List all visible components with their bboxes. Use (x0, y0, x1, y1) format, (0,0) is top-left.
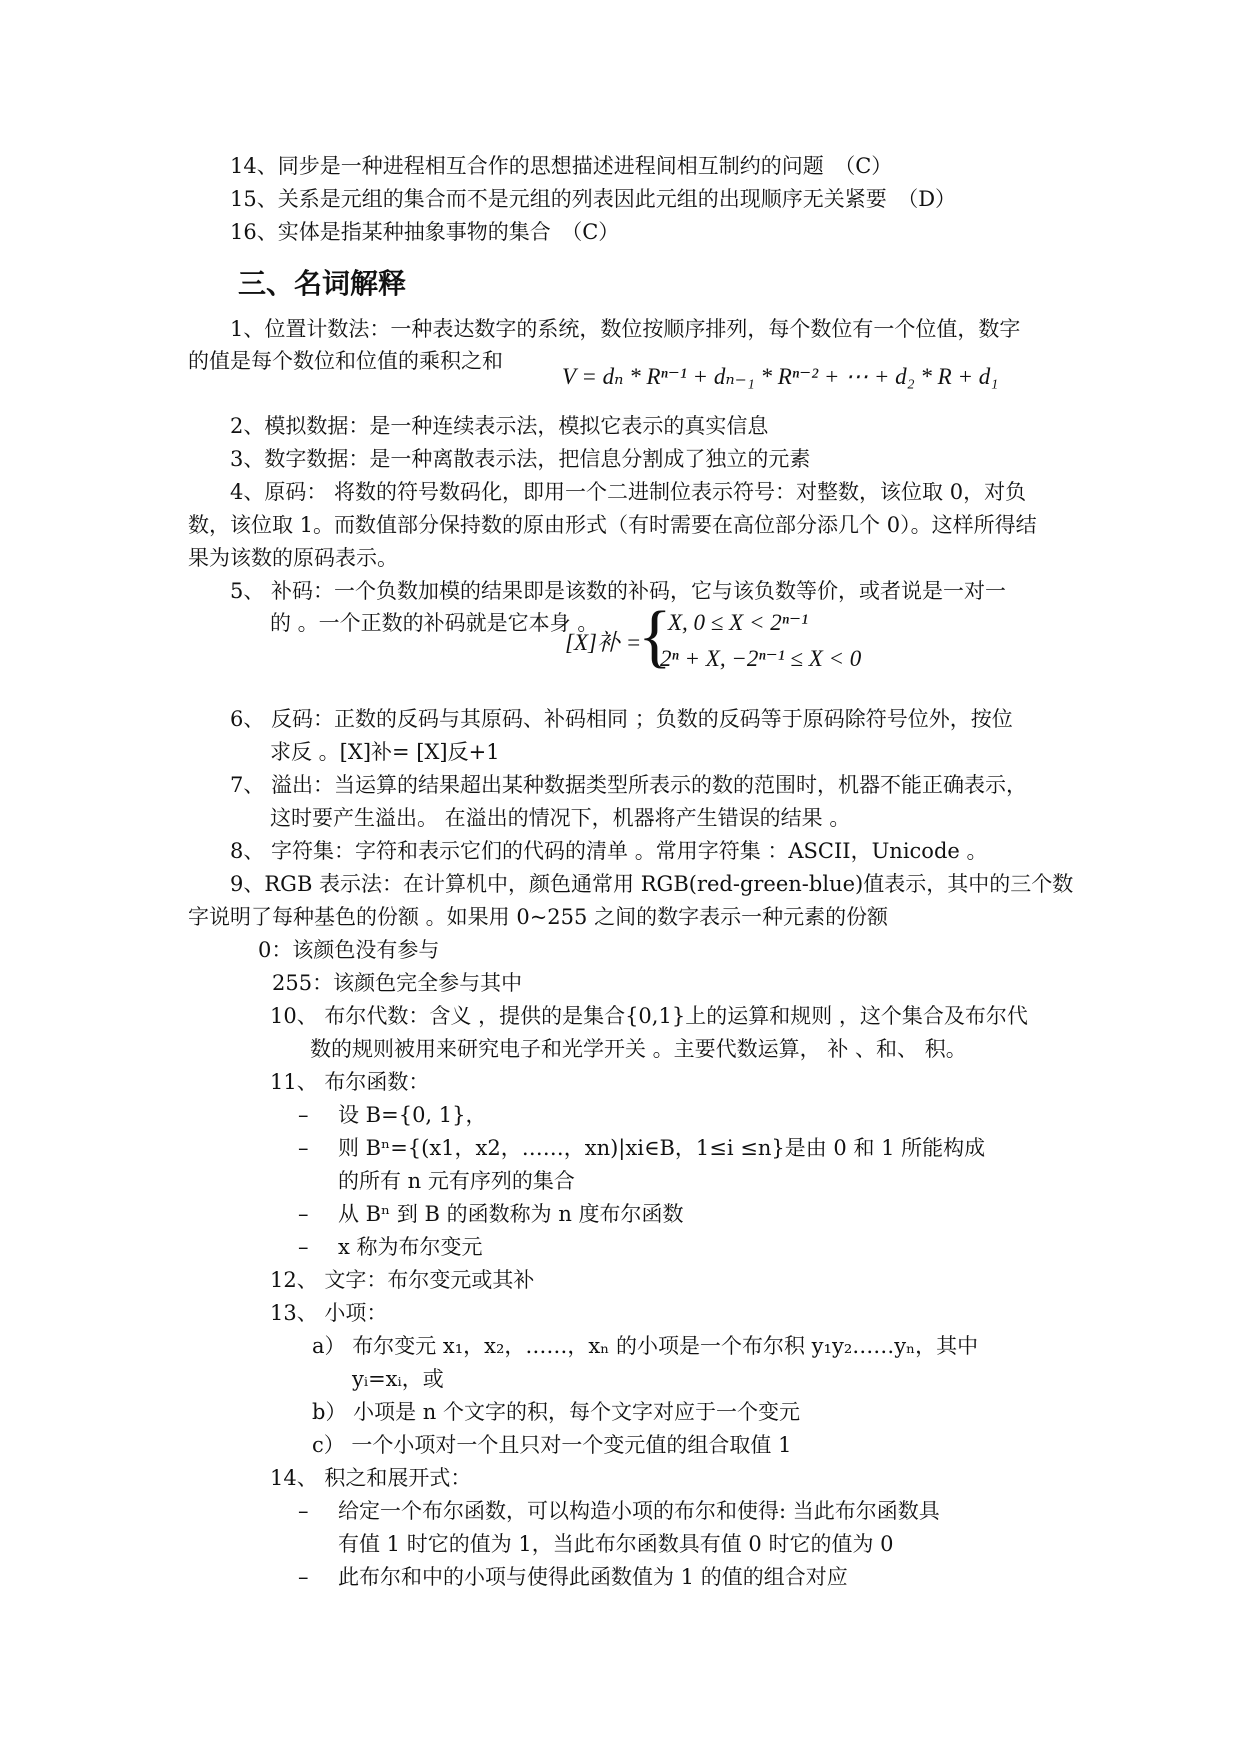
def-13: 13、 小项： (270, 1301, 388, 1325)
def-9-line-4: 255：该颜色完全参与其中 (272, 971, 523, 995)
dash-bullet: – (298, 1499, 309, 1523)
bullet-text: x 称为布尔变元 (338, 1235, 483, 1259)
def-10-line-1: 10、 布尔代数：含义 ，提供的是集合{0,1}上的运算和规则 ，这个集合及布尔代 (270, 1004, 1028, 1028)
def-4-line-3: 果为该数的原码表示。 (188, 546, 398, 570)
bullet-text: 则 Bⁿ={(x1，x2，……，xn)|xi∈B，1≤i ≤n}是由 0 和 1 所能构成 (338, 1136, 986, 1160)
def-1-line-2: 的值是每个数位和位值的乘积之和 (188, 349, 503, 373)
def-4-line-2: 数，该位取 1。而数值部分保持数的原由形式（有时需要在高位部分添几个 0）。这样所得结 (188, 513, 1037, 537)
def-11-bullet-2 (298, 1135, 985, 1161)
dash-bullet: – (298, 1202, 309, 1226)
def-13-a-line-1: a） 布尔变元 x₁，x₂，……，xₙ 的小项是一个布尔积 y₁y₂……yₙ，其中 (312, 1334, 979, 1358)
complement-formula-row-1: X, 0 ≤ X < 2ⁿ⁻¹ (668, 610, 809, 635)
def-14-bullet-1 (298, 1498, 940, 1524)
def-14-bullet-1-cont: 有值 1 时它的值为 1，当此布尔函数具有值 0 时它的值为 0 (338, 1532, 894, 1556)
def-9-line-1: 9、RGB 表示法：在计算机中，颜色通常用 RGB(red-green-blue)值表示，其中的三个数 (230, 872, 1074, 896)
item-15: 15、关系是元组的集合而不是元组的列表因此元组的出现顺序无关紧要 （D） (230, 187, 957, 211)
def-10-line-2: 数的规则被用来研究电子和光学开关 。主要代数运算， 补 、和、 积。 (310, 1037, 967, 1061)
section-title: 三、名词解释 (238, 267, 407, 300)
def-11: 11、 布尔函数： (270, 1070, 430, 1094)
def-7-line-2: 这时要产生溢出。 在溢出的情况下，机器将产生错误的结果 。 (270, 806, 851, 830)
def-13-c: c） 一个小项对一个且只对一个变元值的组合取值 1 (312, 1433, 792, 1457)
def-14-bullet-2 (298, 1564, 848, 1590)
complement-formula-row-2: 2ⁿ + X, −2ⁿ⁻¹ ≤ X < 0 (660, 646, 862, 671)
item-14: 14、同步是一种进程相互合作的思想描述进程间相互制约的问题 （C） (230, 154, 893, 178)
def-8: 8、 字符集：字符和表示它们的代码的清单 。常用字符集 ：ASCII，Unicode 。 (230, 839, 988, 863)
def-4-line-1: 4、原码： 将数的符号数码化，即用一个二进制位表示符号：对整数，该位取 0，对负 (230, 480, 1027, 504)
def-2: 2、模拟数据：是一种连续表示法，模拟它表示的真实信息 (230, 414, 769, 438)
def-11-bullet-3 (298, 1201, 684, 1227)
def-13-b: b） 小项是 n 个文字的积，每个文字对应于一个变元 (312, 1400, 800, 1424)
def-6-line-2: 求反 。[X]补= [X]反+1 (270, 740, 500, 764)
def-13-a-line-2: yᵢ=xᵢ，或 (352, 1367, 444, 1391)
formula-brace: { (638, 598, 672, 675)
def-11-bullet-2-cont: 的所有 n 元有序列的集合 (338, 1169, 575, 1193)
bullet-text: 给定一个布尔函数，可以构造小项的布尔和使得: 当此布尔函数具 (338, 1499, 940, 1523)
dash-bullet: – (298, 1136, 309, 1160)
bullet-text: 此布尔和中的小项与使得此函数值为 1 的值的组合对应 (338, 1565, 848, 1589)
def-9-line-2: 字说明了每种基色的份额 。如果用 0~255 之间的数字表示一种元素的份额 (188, 905, 889, 929)
def-7-line-1: 7、 溢出：当运算的结果超出某种数据类型所表示的数的范围时，机器不能正确表示， (230, 773, 1028, 797)
def-5-line-2: 的 。一个正数的补码就是它本身 。 (270, 611, 599, 635)
bullet-text: 从 Bⁿ 到 B 的函数称为 n 度布尔函数 (338, 1202, 684, 1226)
def-11-bullet-1 (298, 1102, 487, 1128)
def-3: 3、数字数据：是一种离散表示法，把信息分割成了独立的元素 (230, 447, 811, 471)
def-1-line-1: 1、位置计数法：一种表达数字的系统，数位按顺序排列，每个数位有一个位值，数字 (230, 317, 1021, 341)
def-9-line-3: 0：该颜色没有参与 (258, 938, 440, 962)
dash-bullet: – (298, 1565, 309, 1589)
dash-bullet: – (298, 1103, 309, 1127)
def-12: 12、 文字：布尔变元或其补 (270, 1268, 535, 1292)
bullet-text: 设 B={0, 1}， (338, 1103, 487, 1127)
def-11-bullet-4 (298, 1234, 483, 1260)
def-5-line-1: 5、 补码：一个负数加模的结果即是该数的补码，它与该负数等价，或者说是一对一 (230, 579, 1007, 603)
def-14: 14、 积之和展开式： (270, 1466, 472, 1490)
complement-formula-lhs: [X]补 = (565, 630, 642, 655)
positional-formula: V = dₙ * Rⁿ⁻¹ + dₙ₋₁ * Rⁿ⁻² + ⋯ + d₂ * R + d₁ (562, 364, 999, 389)
def-6-line-1: 6、 反码：正数的反码与其原码、补码相同 ；负数的反码等于原码除符号位外，按位 (230, 707, 1013, 731)
item-16: 16、实体是指某种抽象事物的集合 （C） (230, 220, 620, 244)
dash-bullet: – (298, 1235, 309, 1259)
